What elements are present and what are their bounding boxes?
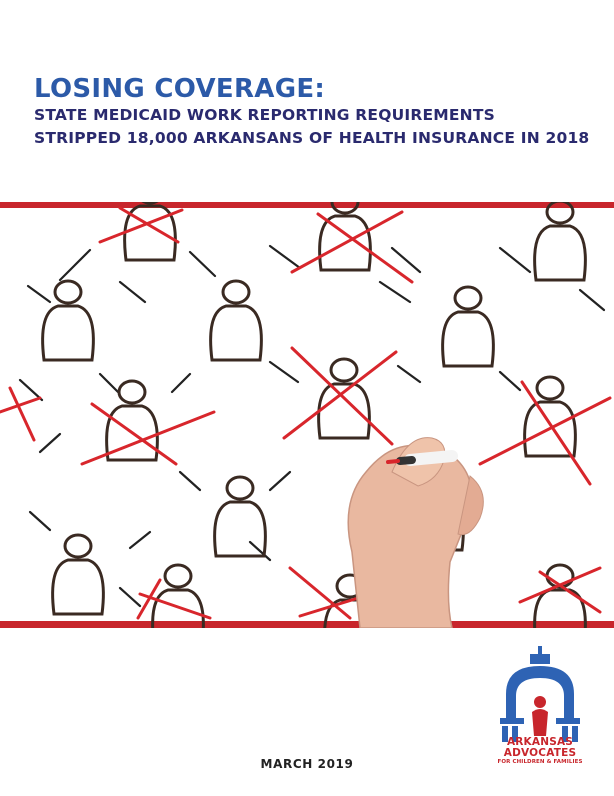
report-subtitle-line-2: STRIPPED 18,000 ARKANSANS OF HEALTH INSURANCE IN 2018 bbox=[34, 129, 590, 147]
network-illustration bbox=[0, 202, 614, 628]
logo-line-1: ARKANSAS bbox=[506, 736, 574, 748]
banner-top-border bbox=[0, 202, 614, 208]
title-block bbox=[34, 74, 594, 150]
report-subtitle-line-1: STATE MEDICAID WORK REPORTING REQUIREMENTS bbox=[34, 106, 495, 124]
banner-bottom-border bbox=[0, 621, 614, 628]
publication-date: MARCH 2019 bbox=[260, 757, 354, 771]
logo-line-2: ADVOCATES bbox=[503, 747, 577, 759]
logo-line-3: FOR CHILDREN & FAMILIES bbox=[497, 759, 583, 765]
report-title: LOSING COVERAGE: bbox=[34, 74, 326, 104]
